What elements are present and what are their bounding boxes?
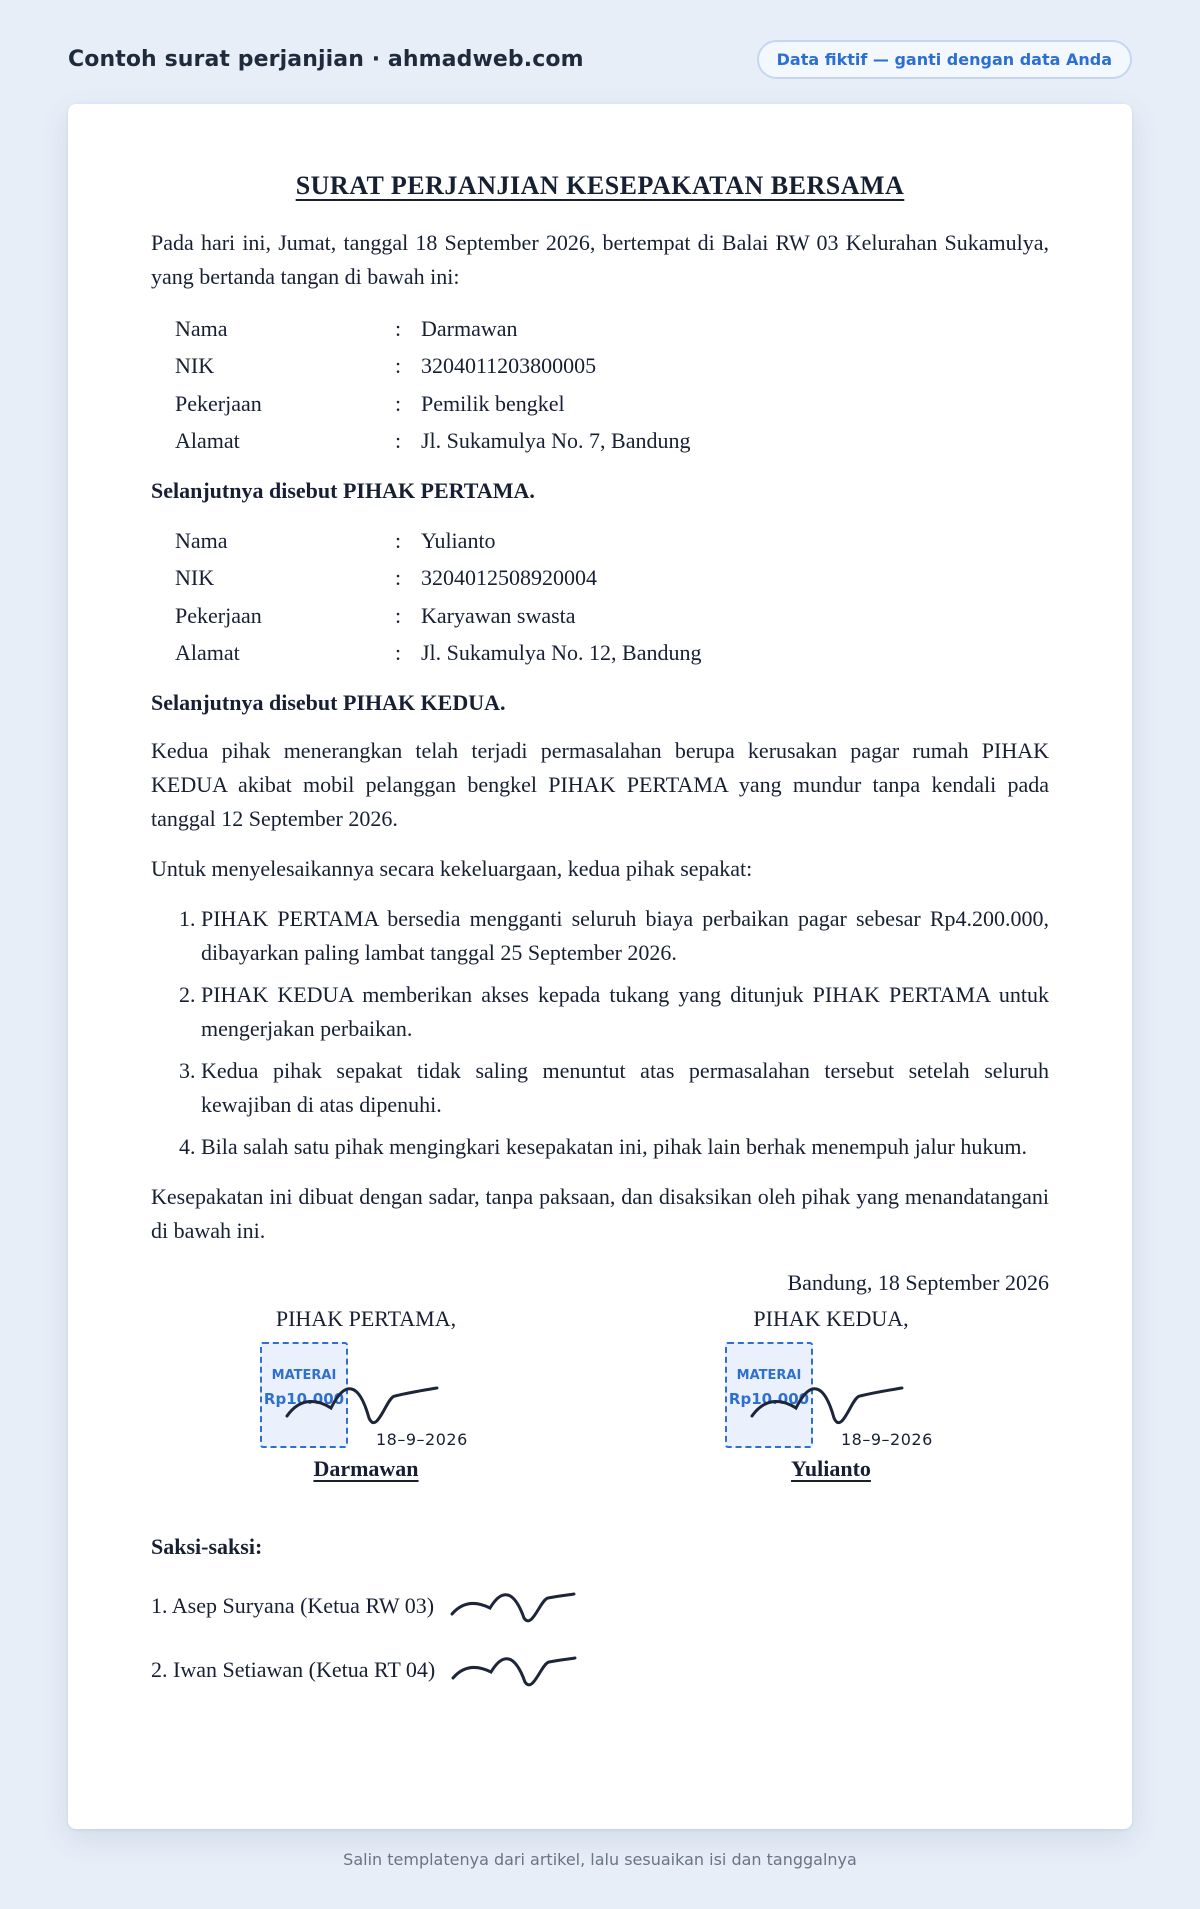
- identity-row: [175, 560, 1049, 598]
- materai-label: MATERAI: [271, 1368, 337, 1383]
- background-paragraph: Kedua pihak menerangkan telah terjadi permasalahan berupa kerusakan pagar rumah PIHAK KEDUA akibat mobil pelanggan bengkel PIHAK PERTAMA yang mundur tanpa kendali pada tanggal 12 September 2026.: [151, 738, 1049, 831]
- signature-scribble-icon: [748, 1374, 908, 1434]
- witness-signature-icon: [448, 1584, 578, 1628]
- signature-block-party-2: [706, 1304, 956, 1484]
- term-item: 4. Bila salah satu pihak mengingkari kesepakatan ini, pihak lain berhak menempuh jalur hukum.: [201, 1130, 1049, 1164]
- materai-value: Rp10.000: [728, 1390, 810, 1408]
- field-value: Jl. Sukamulya No. 7, Bandung: [421, 428, 691, 454]
- field-separator: :: [395, 428, 402, 454]
- footer-note: Salin templatenya dari artikel, lalu sesuaikan isi dan tanggalnya: [343, 1850, 857, 1869]
- identity-row: [175, 635, 1049, 673]
- signature-scribble-icon: [283, 1374, 443, 1434]
- field-label: Alamat: [175, 640, 240, 666]
- agreement-intro: Untuk menyelesaikannya secara kekeluargaan, kedua pihak sepakat:: [151, 856, 753, 881]
- signature-section: [151, 1300, 1049, 1530]
- witness-signature-icon: [449, 1648, 579, 1692]
- witness-row: [151, 1648, 1049, 1692]
- field-separator: :: [395, 602, 402, 628]
- field-label: Pekerjaan: [175, 602, 262, 628]
- materai-label: MATERAI: [736, 1368, 802, 1383]
- term-item: 3. Kedua pihak sepakat tidak saling menuntut atas permasalahan tersebut setelah seluruh kewajiban di atas dipenuhi.: [201, 1054, 1049, 1122]
- stamp-area: [706, 1334, 956, 1454]
- site-title: Contoh surat perjanjian · ahmadweb.com: [68, 46, 584, 72]
- term-item: 2. PIHAK KEDUA memberikan akses kepada tukang yang ditunjuk PIHAK PERTAMA untuk mengerjakan perbaikan.: [201, 978, 1049, 1046]
- field-label: Alamat: [175, 428, 240, 454]
- identity-row: [175, 597, 1049, 635]
- stamp-area: [241, 1334, 491, 1454]
- place-date: Bandung, 18 September 2026: [787, 1270, 1049, 1295]
- field-value: Yulianto: [421, 527, 496, 553]
- field-value: Karyawan swasta: [421, 602, 576, 628]
- field-label: Nama: [175, 315, 228, 341]
- party-1-identity: [175, 310, 1049, 460]
- witness-name: 2. Iwan Setiawan (Ketua RT 04): [151, 1657, 436, 1682]
- signature-block-party-1: [241, 1304, 491, 1484]
- field-label: Nama: [175, 527, 228, 553]
- signatory-name: Yulianto: [791, 1456, 871, 1481]
- identity-row: [175, 310, 1049, 348]
- document-title: SURAT PERJANJIAN KESEPAKATAN BERSAMA: [295, 171, 905, 200]
- document-paper: [68, 104, 1132, 1829]
- field-label: Pekerjaan: [175, 390, 262, 416]
- fictional-data-badge: Data fiktif — ganti dengan data Anda: [757, 40, 1132, 79]
- signature-date: 18–9–2026: [376, 1430, 468, 1449]
- signatory-name: Darmawan: [313, 1456, 419, 1481]
- field-value: 3204011203800005: [421, 353, 597, 379]
- party-2-designation: Selanjutnya disebut PIHAK KEDUA.: [151, 690, 506, 715]
- field-value: Pemilik bengkel: [421, 390, 565, 416]
- field-separator: :: [395, 565, 402, 591]
- witness-name: 1. Asep Suryana (Ketua RW 03): [151, 1593, 435, 1618]
- intro-paragraph: Pada hari ini, Jumat, tanggal 18 September 2026, bertempat di Balai RW 03 Kelurahan Sukamulya, yang bertanda tangan di bawah ini:: [151, 230, 1049, 289]
- term-item: 1. PIHAK PERTAMA bersedia mengganti seluruh biaya perbaikan pagar sebesar Rp4.200.000, dibayarkan paling lambat tanggal 25 September 2026.: [201, 902, 1049, 970]
- field-value: Darmawan: [421, 315, 518, 341]
- top-bar: [68, 38, 1132, 80]
- identity-row: [175, 522, 1049, 560]
- field-separator: :: [395, 353, 402, 379]
- identity-row: [175, 348, 1049, 386]
- witness-row: [151, 1584, 1049, 1628]
- field-value: 3204012508920004: [421, 565, 597, 591]
- party-1-designation: Selanjutnya disebut PIHAK PERTAMA.: [151, 478, 535, 503]
- field-separator: :: [395, 390, 402, 416]
- closing-paragraph: Kesepakatan ini dibuat dengan sadar, tanpa paksaan, dan disaksikan oleh pihak yang menandatangani di bawah ini.: [151, 1184, 1049, 1243]
- materai-value: Rp10.000: [263, 1390, 345, 1408]
- field-label: NIK: [175, 353, 215, 379]
- field-separator: :: [395, 315, 402, 341]
- signature-role: PIHAK KEDUA,: [753, 1306, 909, 1331]
- identity-row: [175, 385, 1049, 423]
- agreement-terms-list: [151, 902, 1049, 1164]
- witness-title: Saksi-saksi:: [151, 1534, 263, 1559]
- field-label: NIK: [175, 565, 215, 591]
- field-separator: :: [395, 640, 402, 666]
- signature-role: PIHAK PERTAMA,: [275, 1306, 457, 1331]
- agreement-document: [151, 166, 1049, 1712]
- identity-row: [175, 423, 1049, 461]
- field-value: Jl. Sukamulya No. 12, Bandung: [421, 640, 702, 666]
- field-separator: :: [395, 527, 402, 553]
- party-2-identity: [175, 522, 1049, 672]
- signature-date: 18–9–2026: [841, 1430, 933, 1449]
